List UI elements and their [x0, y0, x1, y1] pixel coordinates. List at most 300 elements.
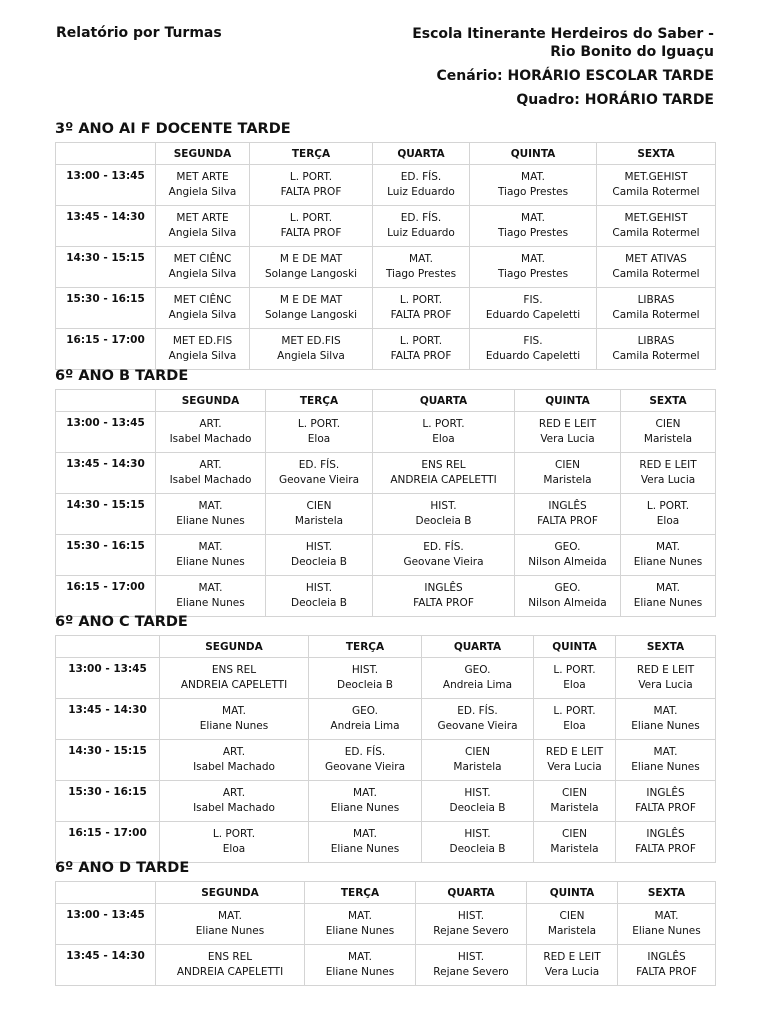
schedule-table [55, 142, 716, 370]
scenario-label: Cenário: HORÁRIO ESCOLAR TARDE [436, 68, 714, 84]
lesson-cell [534, 781, 616, 822]
lesson-cell [534, 699, 616, 740]
subject-name: L. PORT. [422, 418, 465, 430]
teacher-name: Eloa [656, 515, 680, 527]
subject-name: L. PORT. [553, 664, 596, 676]
table-row [56, 576, 716, 617]
lesson-cell [470, 288, 597, 329]
teacher-name: Deocleia B [449, 802, 506, 814]
lesson-cell [422, 658, 534, 699]
table-row [56, 699, 716, 740]
subject-name: MAT. [656, 582, 680, 594]
subject-name: L. PORT. [212, 828, 256, 840]
teacher-name: Eloa [307, 433, 331, 445]
lesson-cell [156, 288, 250, 329]
subject-name: L. PORT. [553, 705, 596, 717]
teacher-name: Vera Lucia [540, 433, 595, 445]
subject-name: MAT. [521, 171, 545, 183]
table-row [56, 165, 716, 206]
subject-name: ART. [222, 787, 246, 799]
time-slot: 14:30 - 15:15 [56, 247, 156, 288]
teacher-name: Isabel Machado [193, 761, 275, 773]
teacher-name: Luiz Eduardo [387, 186, 455, 198]
teacher-name: Deocleia B [290, 556, 347, 568]
time-slot: 13:45 - 14:30 [56, 699, 160, 740]
day-header: SEXTA [616, 636, 716, 658]
section-title: 6º ANO B TARDE [55, 368, 189, 384]
subject-name: INGLÊS [548, 500, 587, 512]
subject-name: GEO. [352, 705, 378, 717]
header-row [56, 390, 716, 412]
subject-name: LIBRAS [637, 335, 675, 347]
teacher-name: Maristela [543, 474, 592, 486]
day-header: SEGUNDA [160, 636, 309, 658]
teacher-name: FALTA PROF [413, 597, 474, 609]
subject-name: MET ED.FIS [172, 335, 233, 347]
lesson-cell [621, 576, 716, 617]
teacher-name: Maristela [294, 515, 344, 527]
subject-name: L. PORT. [289, 171, 333, 183]
time-slot: 16:15 - 17:00 [56, 822, 160, 863]
lesson-cell [160, 658, 309, 699]
time-slot: 13:45 - 14:30 [56, 453, 156, 494]
subject-name: INGLÊS [424, 582, 463, 594]
teacher-name: Isabel Machado [169, 433, 252, 445]
subject-name: CIEN [559, 910, 585, 922]
teacher-name: FALTA PROF [537, 515, 598, 527]
subject-name: RED E LEIT [545, 746, 604, 758]
teacher-name: Eloa [563, 679, 586, 691]
teacher-name: Vera Lucia [640, 474, 696, 486]
lesson-cell [527, 945, 618, 986]
teacher-name: Angiela Silva [168, 350, 237, 362]
day-header: TERÇA [266, 390, 373, 412]
teacher-name: Maristela [550, 802, 599, 814]
table-row [56, 494, 716, 535]
subject-name: L. PORT. [297, 418, 341, 430]
teacher-name: Geovane Vieira [437, 720, 518, 732]
teacher-name: FALTA PROF [635, 802, 696, 814]
lesson-cell [156, 206, 250, 247]
teacher-name: Vera Lucia [547, 761, 602, 773]
corner-cell [56, 143, 156, 165]
teacher-name: ANDREIA CAPELETTI [176, 966, 284, 978]
teacher-name: Andreia Lima [442, 679, 513, 691]
subject-name: ED. FÍS. [400, 212, 442, 224]
lesson-cell [621, 535, 716, 576]
lesson-cell [621, 453, 716, 494]
table-row [56, 329, 716, 370]
day-header: TERÇA [309, 636, 422, 658]
teacher-name: Nilson Almeida [528, 597, 607, 609]
teacher-name: Deocleia B [415, 515, 472, 527]
lesson-cell [416, 904, 527, 945]
day-header: SEGUNDA [156, 882, 305, 904]
subject-name: MAT. [353, 787, 377, 799]
subject-name: MET.GEHIST [624, 212, 688, 224]
subject-name: ED. FÍS. [423, 541, 464, 553]
lesson-cell [305, 904, 416, 945]
lesson-cell [250, 329, 373, 370]
lesson-cell [422, 822, 534, 863]
subject-name: L. PORT. [646, 500, 690, 512]
teacher-name: Eduardo Capeletti [485, 350, 581, 362]
subject-name: ED. FÍS. [298, 459, 340, 471]
subject-name: RED E LEIT [543, 951, 601, 963]
teacher-name: Eliane Nunes [633, 556, 703, 568]
subject-name: L. PORT. [289, 212, 333, 224]
schedule-table [55, 881, 716, 986]
teacher-name: Angiela Silva [277, 350, 345, 362]
section-title: 6º ANO C TARDE [55, 614, 188, 630]
table-row [56, 412, 716, 453]
subject-name: MAT. [521, 253, 545, 265]
teacher-name: Eliane Nunes [195, 925, 265, 937]
lesson-cell [266, 494, 373, 535]
teacher-name: Tiago Prestes [497, 268, 569, 280]
teacher-name: Eliane Nunes [325, 925, 395, 937]
subject-name: GEO. [554, 582, 581, 594]
teacher-name: Geovane Vieira [403, 556, 484, 568]
subject-name: HIST. [351, 664, 379, 676]
teacher-name: Maristela [550, 843, 599, 855]
school-header [412, 25, 714, 109]
time-slot: 13:45 - 14:30 [56, 945, 156, 986]
lesson-cell [156, 904, 305, 945]
teacher-name: Eloa [432, 433, 455, 445]
teacher-name: Andreia Lima [330, 720, 400, 732]
lesson-cell [266, 453, 373, 494]
lesson-cell [160, 822, 309, 863]
teacher-name: Vera Lucia [638, 679, 693, 691]
teacher-name: Solange Langoski [264, 309, 358, 321]
class-section [55, 367, 715, 617]
subject-name: MAT. [218, 910, 242, 922]
table-row [56, 945, 716, 986]
teacher-name: Camila Rotermel [612, 268, 700, 280]
lesson-cell [266, 412, 373, 453]
time-slot: 13:00 - 13:45 [56, 904, 156, 945]
day-header: SEGUNDA [156, 143, 250, 165]
section-title: 6º ANO D TARDE [55, 860, 190, 876]
subject-name: M E DE MAT [279, 253, 343, 265]
subject-name: MET ATIVAS [625, 253, 687, 265]
table-row [56, 247, 716, 288]
subject-name: L. PORT. [399, 335, 443, 347]
day-header: QUARTA [373, 143, 470, 165]
lesson-cell [597, 288, 716, 329]
lesson-cell [515, 535, 621, 576]
time-slot: 16:15 - 17:00 [56, 329, 156, 370]
lesson-cell [250, 247, 373, 288]
teacher-name: FALTA PROF [636, 966, 697, 978]
lesson-cell [373, 576, 515, 617]
subject-name: MAT. [222, 705, 246, 717]
teacher-name: FALTA PROF [280, 186, 342, 198]
time-slot: 13:00 - 13:45 [56, 165, 156, 206]
subject-name: ENS REL [421, 459, 466, 471]
lesson-cell [160, 699, 309, 740]
subject-name: MET ARTE [176, 212, 229, 224]
lesson-cell [373, 247, 470, 288]
subject-name: MAT. [198, 541, 223, 553]
subject-name: MAT. [198, 582, 223, 594]
subject-name: MET ARTE [176, 171, 229, 183]
subject-name: L. PORT. [399, 294, 443, 306]
lesson-cell [618, 945, 716, 986]
lesson-cell [621, 494, 716, 535]
time-slot: 13:00 - 13:45 [56, 658, 160, 699]
lesson-cell [515, 576, 621, 617]
lesson-cell [373, 535, 515, 576]
subject-name: MET ED.FIS [281, 335, 341, 347]
lesson-cell [616, 658, 716, 699]
subject-name: FIS. [523, 294, 543, 306]
subject-name: HIST. [457, 910, 485, 922]
subject-name: MAT. [654, 910, 679, 922]
lesson-cell [156, 247, 250, 288]
lesson-cell [416, 945, 527, 986]
subject-name: MET.GEHIST [624, 171, 688, 183]
subject-name: FIS. [523, 335, 543, 347]
time-slot: 13:45 - 14:30 [56, 206, 156, 247]
subject-name: ENS REL [211, 664, 257, 676]
lesson-cell [616, 781, 716, 822]
table-row [56, 740, 716, 781]
subject-name: CIEN [655, 418, 681, 430]
lesson-cell [309, 781, 422, 822]
lesson-cell [515, 453, 621, 494]
subject-name: CIEN [306, 500, 332, 512]
teacher-name: Eliane Nunes [325, 966, 395, 978]
teacher-name: Eliane Nunes [330, 843, 400, 855]
lesson-cell [534, 658, 616, 699]
day-header: QUINTA [470, 143, 597, 165]
time-slot: 15:30 - 16:15 [56, 781, 160, 822]
lesson-cell [515, 494, 621, 535]
subject-name: RED E LEIT [639, 459, 697, 471]
teacher-name: Eliane Nunes [631, 761, 700, 773]
teacher-name: FALTA PROF [280, 227, 342, 239]
day-header: QUARTA [416, 882, 527, 904]
lesson-cell [534, 822, 616, 863]
lesson-cell [373, 165, 470, 206]
subject-name: HIST. [464, 787, 491, 799]
subject-name: MAT. [653, 746, 678, 758]
lesson-cell [618, 904, 716, 945]
teacher-name: Deocleia B [336, 679, 393, 691]
time-slot: 16:15 - 17:00 [56, 576, 156, 617]
header-row [56, 882, 716, 904]
teacher-name: Camila Rotermel [612, 350, 700, 362]
lesson-cell [156, 576, 266, 617]
schedule-table [55, 389, 716, 617]
subject-name: ED. FÍS. [344, 746, 386, 758]
lesson-cell [156, 535, 266, 576]
teacher-name: Tiago Prestes [497, 227, 569, 239]
teacher-name: Rejane Severo [433, 966, 509, 978]
teacher-name: Deocleia B [290, 597, 347, 609]
lesson-cell [616, 822, 716, 863]
subject-name: MAT. [348, 951, 372, 963]
subject-name: MAT. [198, 500, 223, 512]
teacher-name: Eliane Nunes [176, 515, 245, 527]
subject-name: MAT. [656, 541, 680, 553]
lesson-cell [266, 576, 373, 617]
time-slot: 14:30 - 15:15 [56, 740, 160, 781]
lesson-cell [309, 658, 422, 699]
time-slot: 15:30 - 16:15 [56, 288, 156, 329]
header-row [56, 143, 716, 165]
teacher-name: Angiela Silva [168, 268, 237, 280]
lesson-cell [470, 206, 597, 247]
teacher-name: Camila Rotermel [612, 309, 700, 321]
teacher-name: Isabel Machado [193, 802, 275, 814]
subject-name: MET CIÊNC [173, 253, 232, 265]
teacher-name: Eliane Nunes [633, 597, 703, 609]
lesson-cell [373, 288, 470, 329]
subject-name: INGLÊS [646, 828, 685, 840]
schedule-table [55, 635, 716, 863]
lesson-cell [160, 740, 309, 781]
section-title: 3º ANO AI F DOCENTE TARDE [55, 121, 291, 137]
subject-name: ENS REL [207, 951, 253, 963]
table-row [56, 904, 716, 945]
lesson-cell [250, 206, 373, 247]
lesson-cell [422, 699, 534, 740]
lesson-cell [309, 699, 422, 740]
teacher-name: ANDREIA CAPELETTI [390, 474, 497, 486]
teacher-name: Angiela Silva [168, 186, 237, 198]
subject-name: ED. FÍS. [400, 171, 442, 183]
teacher-name: Geovane Vieira [324, 761, 406, 773]
teacher-name: Luiz Eduardo [387, 227, 455, 239]
subject-name: MET CIÊNC [173, 294, 232, 306]
subject-name: HIST. [305, 541, 333, 553]
corner-cell [56, 882, 156, 904]
day-header: SEXTA [621, 390, 716, 412]
subject-name: HIST. [430, 500, 457, 512]
day-header: SEXTA [597, 143, 716, 165]
school-name-line2: Rio Bonito do Iguaçu [550, 44, 714, 60]
subject-name: RED E LEIT [636, 664, 695, 676]
teacher-name: Vera Lucia [544, 966, 600, 978]
subject-name: HIST. [457, 951, 485, 963]
lesson-cell [616, 740, 716, 781]
teacher-name: Isabel Machado [169, 474, 252, 486]
lesson-cell [597, 329, 716, 370]
teacher-name: Camila Rotermel [612, 186, 700, 198]
lesson-cell [373, 494, 515, 535]
day-header: QUARTA [422, 636, 534, 658]
teacher-name: FALTA PROF [635, 843, 696, 855]
teacher-name: Maristela [547, 925, 597, 937]
subject-name: CIEN [465, 746, 490, 758]
subject-name: M E DE MAT [279, 294, 343, 306]
lesson-cell [156, 494, 266, 535]
lesson-cell [156, 329, 250, 370]
teacher-name: FALTA PROF [390, 309, 452, 321]
teacher-name: Eloa [222, 843, 246, 855]
lesson-cell [156, 453, 266, 494]
subject-name: MAT. [521, 212, 545, 224]
subject-name: MAT. [353, 828, 377, 840]
teacher-name: Tiago Prestes [497, 186, 569, 198]
day-header: QUINTA [515, 390, 621, 412]
lesson-cell [373, 329, 470, 370]
lesson-cell [470, 165, 597, 206]
day-header: TERÇA [250, 143, 373, 165]
teacher-name: Deocleia B [449, 843, 506, 855]
subject-name: CIEN [562, 828, 587, 840]
lesson-cell [515, 412, 621, 453]
day-header: QUINTA [534, 636, 616, 658]
lesson-cell [470, 329, 597, 370]
subject-name: CIEN [562, 787, 587, 799]
lesson-cell [422, 781, 534, 822]
lesson-cell [156, 165, 250, 206]
subject-name: GEO. [554, 541, 581, 553]
teacher-name: FALTA PROF [390, 350, 452, 362]
lesson-cell [597, 247, 716, 288]
lesson-cell [597, 206, 716, 247]
lesson-cell [309, 822, 422, 863]
time-slot: 15:30 - 16:15 [56, 535, 156, 576]
teacher-name: Eliane Nunes [631, 720, 700, 732]
subject-name: INGLÊS [647, 951, 686, 963]
lesson-cell [373, 453, 515, 494]
lesson-cell [156, 412, 266, 453]
lesson-cell [422, 740, 534, 781]
class-section [55, 120, 715, 370]
table-row [56, 206, 716, 247]
lesson-cell [160, 781, 309, 822]
teacher-name: Maristela [643, 433, 693, 445]
class-section [55, 613, 715, 863]
lesson-cell [616, 699, 716, 740]
lesson-cell [156, 945, 305, 986]
table-row [56, 453, 716, 494]
subject-name: MAT. [409, 253, 433, 265]
day-header: SEGUNDA [156, 390, 266, 412]
table-row [56, 658, 716, 699]
lesson-cell [534, 740, 616, 781]
teacher-name: Eliane Nunes [176, 597, 245, 609]
subject-name: INGLÊS [646, 787, 685, 799]
lesson-cell [373, 206, 470, 247]
day-header: QUARTA [373, 390, 515, 412]
teacher-name: Eliane Nunes [176, 556, 245, 568]
teacher-name: Maristela [453, 761, 502, 773]
teacher-name: Camila Rotermel [612, 227, 700, 239]
subject-name: MAT. [653, 705, 678, 717]
lesson-cell [305, 945, 416, 986]
lesson-cell [373, 412, 515, 453]
subject-name: CIEN [555, 459, 580, 471]
day-header: SEXTA [618, 882, 716, 904]
subject-name: RED E LEIT [538, 418, 597, 430]
subject-name: HIST. [464, 828, 491, 840]
table-row [56, 288, 716, 329]
lesson-cell [527, 904, 618, 945]
header-row [56, 636, 716, 658]
corner-cell [56, 636, 160, 658]
lesson-cell [621, 412, 716, 453]
teacher-name: Angiela Silva [168, 227, 237, 239]
table-row [56, 535, 716, 576]
lesson-cell [250, 165, 373, 206]
subject-name: LIBRAS [637, 294, 675, 306]
